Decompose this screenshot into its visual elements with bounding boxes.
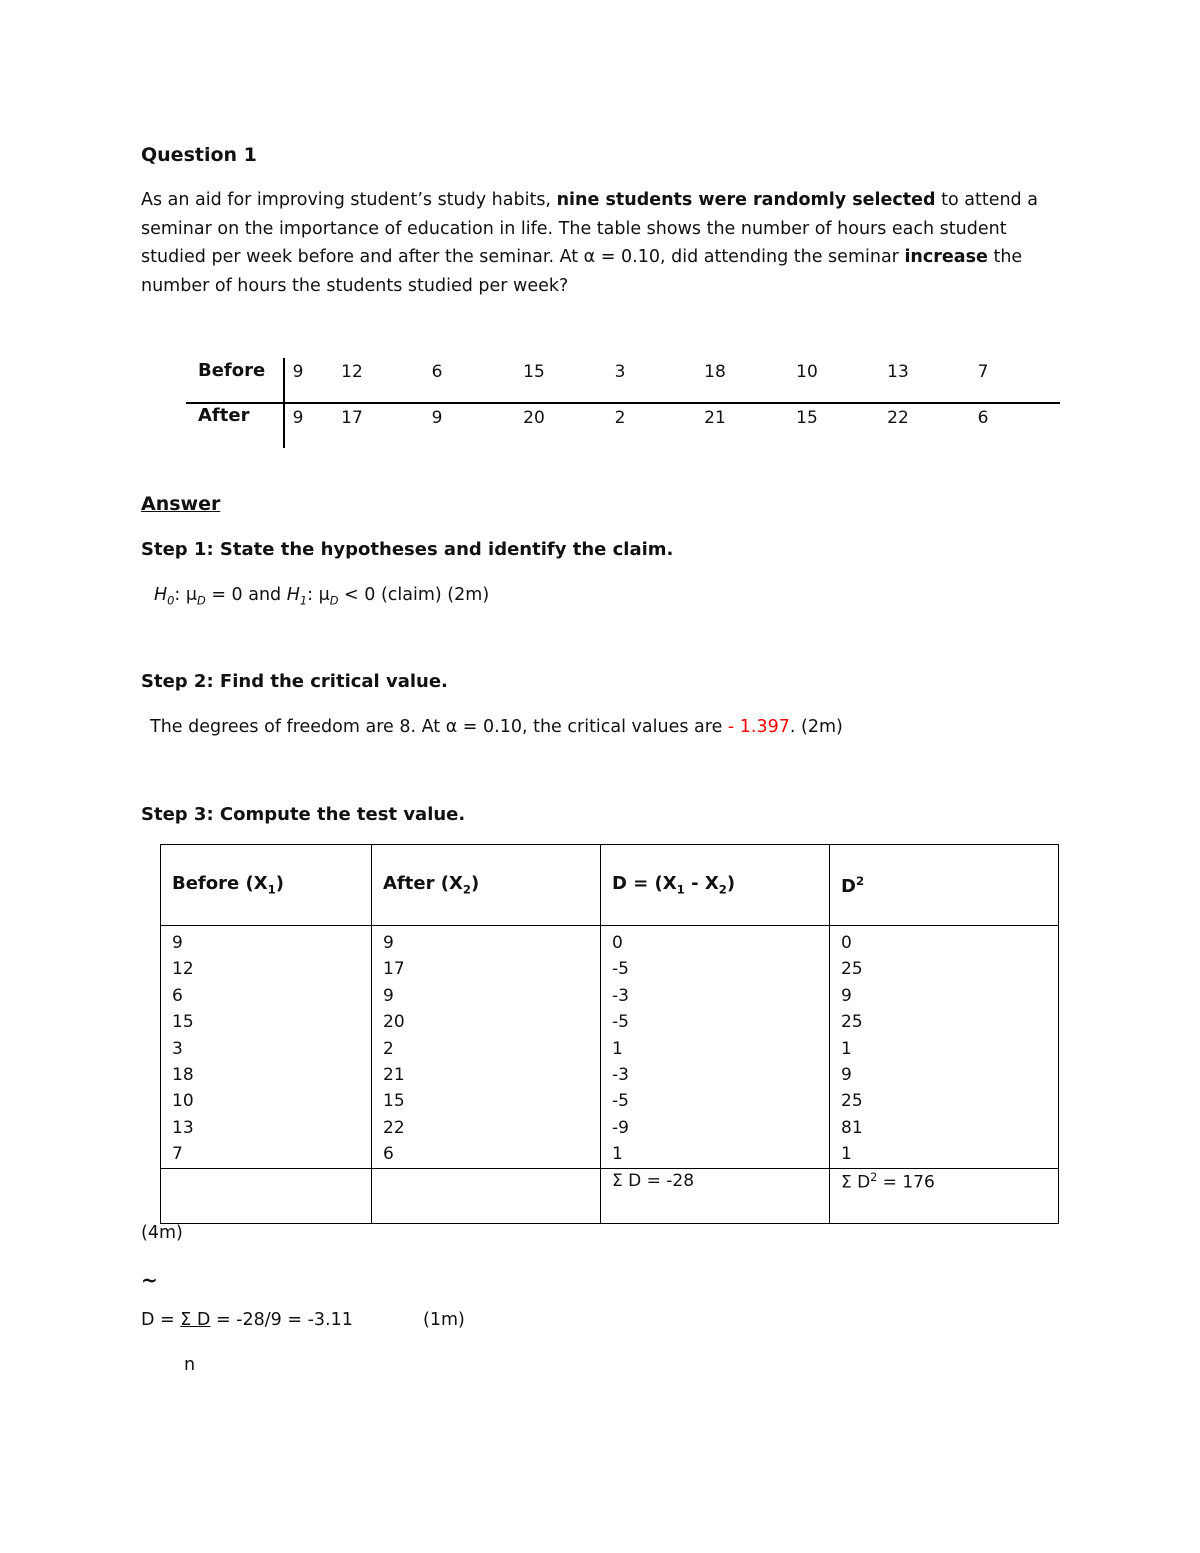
table-cell: 21: [704, 408, 726, 428]
table-cell: 9: [383, 933, 394, 953]
header-after: After $(X_2)$: [372, 845, 601, 926]
table-cell: 15: [172, 1012, 194, 1033]
table-cell: 12: [341, 362, 363, 382]
table-cell: 21: [383, 1065, 405, 1086]
table-cell: 3: [614, 362, 626, 382]
h0-subscript: 0: [167, 593, 175, 608]
step2-sentence: The degrees of freedom are 8. At α = 0.10, the critical values are: [150, 717, 723, 737]
table-cell: 9: [431, 408, 443, 428]
table-cell: 20: [523, 408, 545, 428]
header-d-squared: $D^2$: [830, 845, 1059, 926]
table-cell: 25: [841, 1091, 863, 1112]
table-cell: -5: [612, 1091, 629, 1112]
table-cell: 9: [841, 1065, 852, 1086]
mean-denominator: n: [184, 1355, 196, 1375]
column-after-values: [372, 926, 601, 1169]
table-cell: 9: [172, 933, 183, 953]
table-cell: 12: [172, 959, 194, 980]
row-label-before: Before: [198, 360, 266, 381]
table-cell: 9: [383, 985, 394, 1006]
column-before-values: [161, 926, 372, 1169]
mean-lhs: D =: [141, 1310, 181, 1330]
question-text-part2: to attend a seminar on the importance of education in life. The table shows the number of hours each student studied per week before and after the seminar. At α = 0.10, did attending the seminar: [141, 190, 1038, 268]
table-cell: 3: [172, 1038, 183, 1059]
h0-symbol: H: [154, 585, 168, 605]
mean-marks: (1m): [423, 1310, 465, 1330]
step3-title: Step 3: Compute the test value.: [141, 804, 466, 825]
table-cell: 2: [383, 1038, 394, 1059]
table-cell: 9: [292, 362, 304, 382]
computation-table: [160, 844, 1059, 1224]
table-cell: 17: [341, 408, 363, 428]
step1-title: Step 1: State the hypotheses and identify the claim.: [141, 539, 674, 560]
question-text-part1: As an aid for improving student’s study habits,: [141, 190, 551, 210]
table-cell: 13: [887, 362, 909, 382]
table-cell: 81: [841, 1117, 863, 1138]
table-cell: -5: [612, 959, 629, 980]
table-cell: 6: [172, 985, 183, 1006]
mean-formula: [141, 1310, 353, 1330]
h1-mu-subscript: D: [329, 593, 339, 608]
table-divider-horizontal: [186, 402, 1060, 404]
table-cell: 9: [841, 985, 852, 1006]
table-cell: 7: [172, 1144, 183, 1165]
table-cell: 1: [841, 1144, 852, 1165]
before-after-table: [186, 352, 1060, 448]
total-empty-cell: [372, 1169, 601, 1224]
question-text-part3: the number of hours the students studied per week?: [141, 247, 1023, 296]
mean-tilde-symbol: ~: [141, 1268, 158, 1292]
table-cell: 18: [172, 1065, 194, 1086]
mean-fraction-numerator: Σ D: [180, 1310, 211, 1330]
question-bold-selected: nine students were randomly selected: [556, 190, 936, 210]
table-cell: 22: [887, 408, 909, 428]
step2-text: [150, 717, 843, 737]
step2-suffix: . (2m): [789, 717, 843, 737]
h1-subscript: 1: [299, 593, 308, 608]
h1-mu: : μ: [307, 585, 330, 605]
table-cell: 13: [172, 1117, 194, 1138]
table-cell: 9: [292, 408, 304, 428]
step2-title: Step 2: Find the critical value.: [141, 671, 448, 692]
question-title: Question 1: [141, 144, 257, 166]
table-cell: 15: [383, 1091, 405, 1112]
h0-rest: = 0 and: [205, 585, 287, 605]
table-cell: 2: [614, 408, 626, 428]
table-cell: -9: [612, 1117, 629, 1138]
step1-hypotheses: [154, 585, 489, 608]
table-cell: -3: [612, 1065, 629, 1086]
question-bold-increase: increase: [904, 247, 988, 268]
table-cell: 6: [431, 362, 443, 382]
h0-mu-subscript: D: [197, 593, 206, 608]
table-cell: 1: [612, 1038, 623, 1059]
table-cell: 10: [796, 362, 818, 382]
table-cell: 0: [841, 933, 852, 953]
sum-d-squared-cell: Σ $D^2 = 176$: [830, 1169, 1059, 1224]
table-cell: 25: [841, 959, 863, 980]
table-cell: 1: [612, 1144, 623, 1165]
h1-rest: < 0 (claim) (2m): [338, 585, 490, 605]
answer-heading: Answer: [141, 493, 221, 515]
step3-marks: (4m): [141, 1223, 183, 1243]
table-cell: 20: [383, 1012, 405, 1033]
table-cell: 0: [612, 933, 623, 953]
h0-mu: : μ: [174, 585, 197, 605]
table-cell: 15: [523, 362, 545, 382]
table-cell: -3: [612, 985, 629, 1006]
column-difference-values: [601, 926, 830, 1169]
question-text: [141, 186, 1041, 300]
table-cell: 10: [172, 1091, 194, 1112]
critical-value: - 1.397: [727, 717, 790, 737]
table-cell: 6: [383, 1144, 394, 1165]
h1-symbol: H: [286, 585, 300, 605]
mean-result: = -28/9 = -3.11: [210, 1310, 353, 1330]
table-cell: -5: [612, 1012, 629, 1033]
row-label-after: After: [198, 405, 250, 426]
header-difference: $D = (X_1 - X_2)$: [601, 845, 830, 926]
table-cell: 17: [383, 959, 405, 980]
table-cell: 15: [796, 408, 818, 428]
table-cell: 1: [841, 1038, 852, 1059]
table-cell: 7: [977, 362, 989, 382]
table-cell: 6: [977, 408, 989, 428]
sum-d-cell: Σ D = -28: [601, 1169, 830, 1224]
table-cell: 22: [383, 1117, 405, 1138]
table-cell: 18: [704, 362, 726, 382]
total-empty-cell: [161, 1169, 372, 1224]
column-d-squared-values: [830, 926, 1059, 1169]
table-cell: 25: [841, 1012, 863, 1033]
header-before: Before $(X_1)$: [161, 845, 372, 926]
